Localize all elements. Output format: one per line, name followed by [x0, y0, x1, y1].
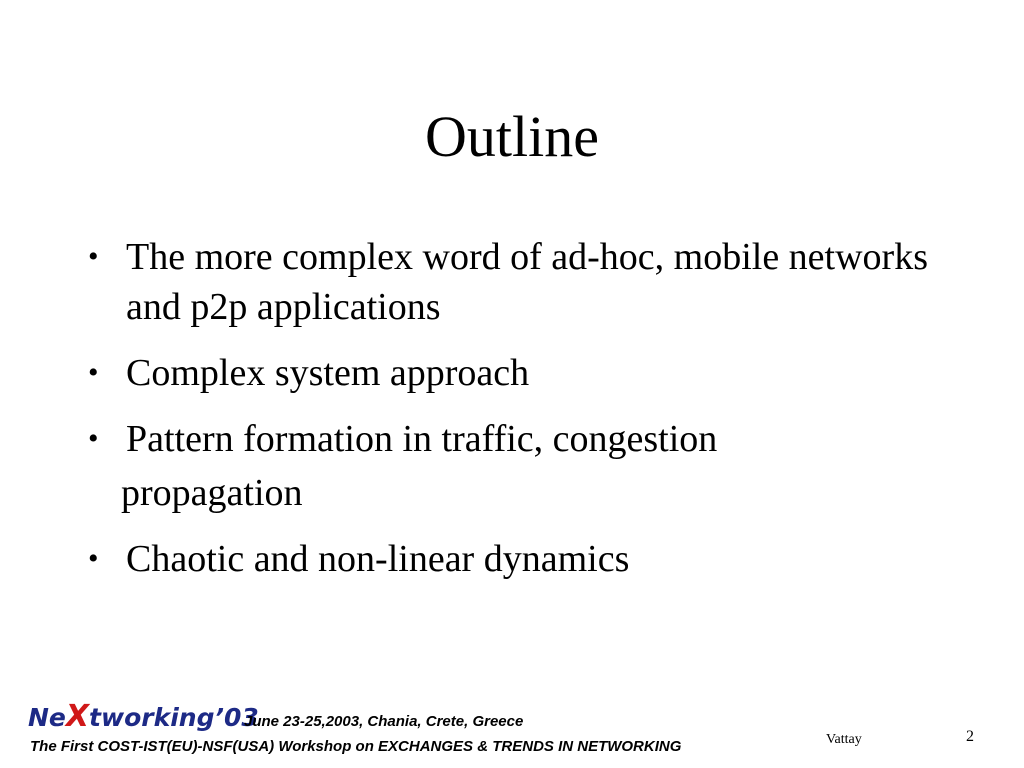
bullet-text: Complex system approach — [126, 352, 530, 394]
logo-suffix: tworking’03 — [89, 703, 259, 732]
bullet-text: propagation — [121, 472, 303, 514]
bullet-text: Pattern formation in traffic, congestion — [126, 418, 718, 460]
bullet-marker: • — [88, 356, 99, 389]
bullet-marker: • — [88, 240, 99, 273]
logo-x: X — [65, 699, 90, 734]
workshop-title: The First COST-IST(EU)-NSF(USA) Workshop on EXCHANGES & TRENDS IN NETWORKING — [30, 738, 682, 755]
bullet-item — [86, 348, 946, 398]
bullet-list — [86, 232, 946, 600]
logo-prefix: Ne — [28, 703, 66, 732]
nextworking-logo — [28, 700, 259, 735]
slide-title: Outline — [425, 104, 599, 169]
bullet-text: The more complex word of ad-hoc, mobile networks and p2p applications — [126, 236, 928, 328]
bullet-text: Chaotic and non-linear dynamics — [126, 538, 630, 580]
page-number: 2 — [966, 728, 974, 745]
bullet-item — [86, 232, 946, 332]
bullet-marker: • — [88, 422, 99, 455]
bullet-item — [86, 534, 946, 584]
bullet-item — [86, 414, 946, 464]
bullet-continuation — [86, 468, 946, 518]
event-date-location: June 23-25,2003, Chania, Crete, Greece — [244, 713, 524, 730]
bullet-marker: • — [88, 542, 99, 575]
author-name: Vattay — [826, 732, 862, 747]
slide-footer — [0, 700, 1024, 768]
